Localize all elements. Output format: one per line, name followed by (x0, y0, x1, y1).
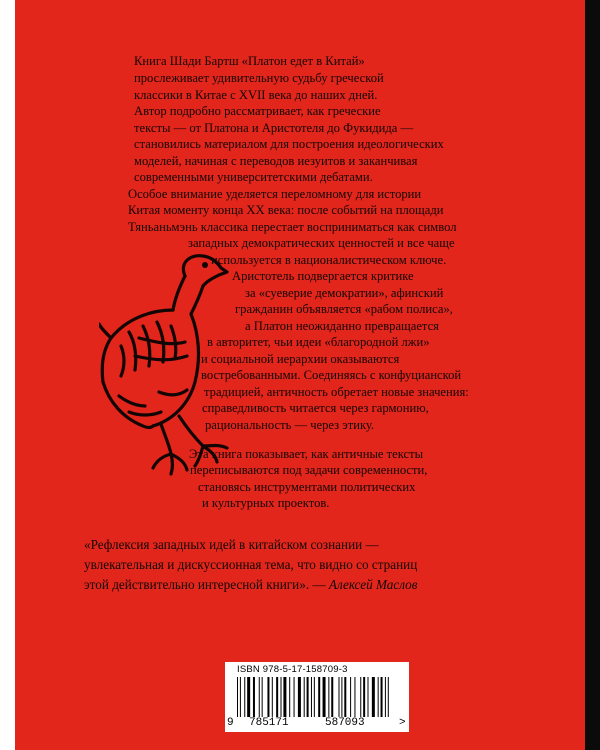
barcode-bar (368, 677, 369, 717)
barcode-icon (237, 677, 399, 717)
blurb-line: переписываются под задачи современности, (190, 463, 428, 477)
barcode-bar (341, 677, 342, 717)
blurb-line: Эта книга показывает, как античные тексты (189, 447, 424, 461)
quote-line-2: увлекательная и дискуссионная тема, что видно со страниц (84, 557, 418, 572)
blurb-line: в авторитет, чьи идеи «благородной лжи» (207, 335, 430, 349)
barcode-bar (328, 677, 329, 717)
left-margin (0, 0, 15, 750)
right-edge-strip (585, 0, 600, 750)
blurb-line: моделей, начиная с переводов иезуитов и заканчивая (134, 154, 418, 168)
blurb-line: и социальной иерархии оказываются (201, 352, 400, 366)
barcode-bar (318, 677, 320, 717)
blurb-line: Книга Шади Бартш «Платон едет в Китай» (134, 54, 365, 68)
blurb-line: тексты — от Платона и Аристотеля до Фукидида — (134, 121, 414, 135)
isbn-label: ISBN 978-5-17-158709-3 (237, 664, 348, 675)
barcode-bar (259, 677, 260, 717)
barcode-bar (323, 677, 326, 717)
barcode-bar (247, 677, 250, 717)
barcode-bar (363, 677, 365, 717)
quote-line-3 (84, 575, 544, 595)
blurb-line: традицией, античность обретает новые значения: (204, 385, 469, 399)
blurb-line: прослеживает удивительную судьбу греческой (134, 71, 384, 85)
blurb-line: используется в националистическом ключе. (211, 253, 447, 267)
blurb-line: гражданин объявляется «рабом полиса», (235, 302, 453, 316)
blurb-line: справедливость читается через гармонию, (202, 401, 429, 415)
barcode-digit-group-1: 785171 (249, 717, 289, 729)
barcode-bar (388, 677, 389, 717)
barcode-bar (381, 677, 383, 717)
quote-text-tail: этой действительно интересной книги». — (84, 577, 329, 592)
barcode-bar (281, 677, 282, 717)
barcode-bar (267, 677, 269, 717)
barcode-bar (307, 677, 309, 717)
barcode-bar (354, 677, 355, 717)
blurb-line: и культурных проектов. (202, 496, 330, 510)
blurb-line: становясь инструментами политических (198, 480, 416, 494)
blurb-line: становились материалом для построения идеологических (134, 137, 444, 151)
blurb-line: западных демократических ценностей и все чаще (188, 236, 455, 250)
isbn-barcode-block (225, 662, 409, 732)
barcode-bar (272, 677, 273, 717)
barcode-bar (378, 677, 379, 717)
barcode-bar (360, 677, 361, 717)
bird-icon (99, 246, 239, 478)
blurb-line: Особое внимание уделяется переломному для истории (128, 187, 422, 201)
blurb-line: Тяньаньмэнь классика перестает восприниматься как символ (128, 220, 457, 234)
barcode-bar (237, 677, 238, 717)
barcode-bar (262, 677, 263, 717)
barcode-bar (344, 677, 346, 717)
blurb-line: Автор подробно рассматривает, как греческие (134, 104, 381, 118)
barcode-bar (283, 677, 286, 717)
barcode-bar (350, 677, 351, 717)
blurb-line: за «суеверие демократии», афинский (245, 286, 444, 300)
blurb-line: классики в Китае с XVII века до наших дней. (134, 88, 378, 102)
review-quote (84, 535, 544, 595)
blurb-line: Аристотель подвергается критике (232, 269, 414, 283)
quote-line-1: «Рефлексия западных идей в китайском сознании — (84, 537, 379, 552)
barcode-bar (339, 677, 340, 717)
barcode-bar (240, 677, 241, 717)
barcode-bar (314, 677, 315, 717)
barcode-bar (385, 677, 386, 717)
barcode-digit-end: > (399, 717, 406, 729)
blurb-line: востребованными. Соединяясь с конфуцианской (201, 368, 462, 382)
barcode-bar (304, 677, 305, 717)
blurb-line: Китая моменту конца XX века: после событий на площади (128, 203, 444, 217)
barcode-bar (311, 677, 312, 717)
barcode-bar (372, 677, 375, 717)
barcode-bar (331, 677, 333, 717)
blurb-line: современными университетскими дебатами. (134, 170, 373, 184)
barcode-bar (294, 677, 295, 717)
barcode-digit-first: 9 (227, 717, 234, 729)
barcode-bar (276, 677, 278, 717)
barcode-bar (244, 677, 245, 717)
barcode-bar (298, 677, 301, 717)
barcode-digit-group-2: 587093 (325, 717, 365, 729)
barcode-bar (253, 677, 255, 717)
quote-author: Алексей Маслов (328, 577, 418, 592)
barcode-bar (289, 677, 290, 717)
blurb-line: а Платон неожиданно превращается (245, 319, 439, 333)
blurb-line: рациональность — через этику. (205, 418, 375, 432)
